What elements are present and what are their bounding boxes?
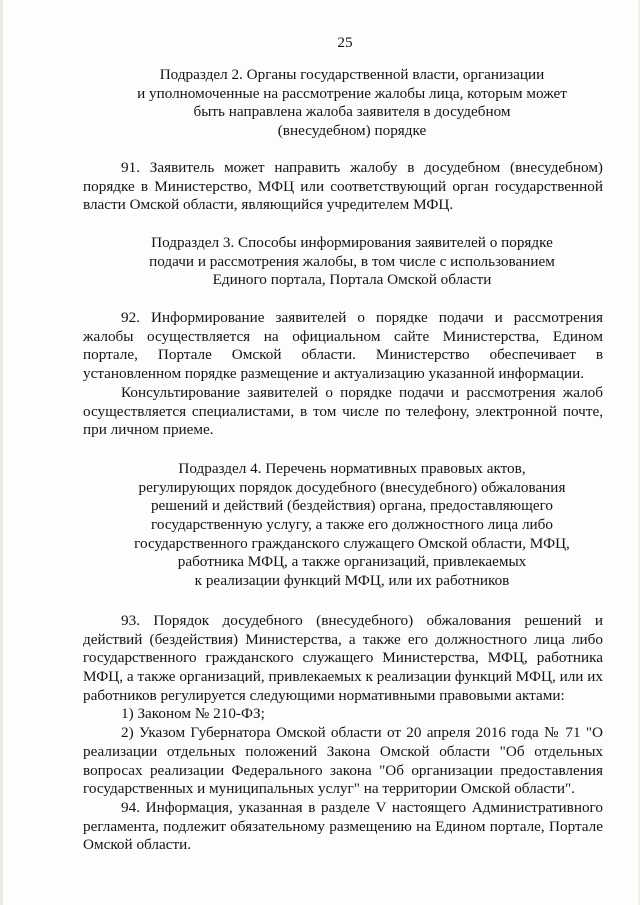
paragraph-94: 94. Информация, указанная в разделе V настоящего Административного регламента, подлежит обязательному размещению на Едином портале, Портале Омской области. [83,798,603,854]
heading-line: Подраздел 4. Перечень нормативных правовых актов, [178,459,526,477]
subsection-4-heading [83,460,603,591]
scan-edge-left [0,0,3,905]
heading-line: подачи и рассмотрения жалобы, в том числе с использованием [149,252,555,270]
heading-line: Подраздел 3. Способы информирования заявителей о порядке [151,233,553,251]
page-content [83,34,603,855]
heading-line: государственную услугу, а также его должностного лица либо [151,516,553,534]
heading-line: работника МФЦ, а также организаций, привлекаемых [177,553,527,571]
paragraph-92: 92. Информирование заявителей о порядке подачи и рассмотрения жалобы осуществляется на официальном сайте Министерства, Едином портале, Портале Омской области. Министерство обеспечивает в установленном порядке размещение и актуализацию указанной информации. [83,309,603,383]
subsection-2-heading [83,66,603,141]
heading-line: государственного гражданского служащего Омской области, МФЦ, [134,534,570,552]
paragraph-93-item-1: 1) Законом № 210-ФЗ; [121,705,265,723]
subsection-3-heading [83,234,603,290]
heading-line: быть направлена жалоба заявителя в досудебном [193,103,511,121]
heading-line: к реализации функций МФЦ, или их работников [194,572,510,590]
page-number: 25 [337,34,353,51]
heading-line: решений и действий (бездействия) органа, предоставляющего [150,497,554,515]
heading-line: Единого портала, Портала Омской области [212,271,492,289]
heading-line: регулирующих порядок досудебного (внесудебного) обжалования [138,478,566,496]
paragraph-92-consulting: Консультирование заявителей о порядке подачи и рассмотрения жалоб осуществляется специалистами, в том числе по телефону, электронной почте, при личном приеме. [83,383,603,439]
paragraph-91: 91. Заявитель может направить жалобу в досудебном (внесудебном) порядке в Министерство, МФЦ или соответствующий орган государственной власти Омской области, являющийся учредителем МФЦ. [83,158,603,214]
heading-line: (внесудебном) порядке [277,122,427,140]
heading-line: Подраздел 2. Органы государственной власти, организации [159,66,545,83]
heading-line: и уполномоченные на рассмотрение жалобы лица, которым может [137,84,567,102]
paragraph-93: 93. Порядок досудебного (внесудебного) обжалования решений и действий (бездействия) Министерства, а также его должностного лица либо государственного гражданского служащего Министерства, МФЦ, работника МФЦ, а также организаций, привлекаемых к реализации функций МФЦ, или их работников регулируется следующими нормативными правовыми актами: [83,611,603,704]
paragraph-93-item-2: 2) Указом Губернатора Омской области от 20 апреля 2016 года № 71 "О реализации отдельных положений Закона Омской области "Об отдельных вопросах реализации Федерального закона "Об организации предоставления государственных и муниципальных услуг" на территории Омской области". [83,724,603,798]
